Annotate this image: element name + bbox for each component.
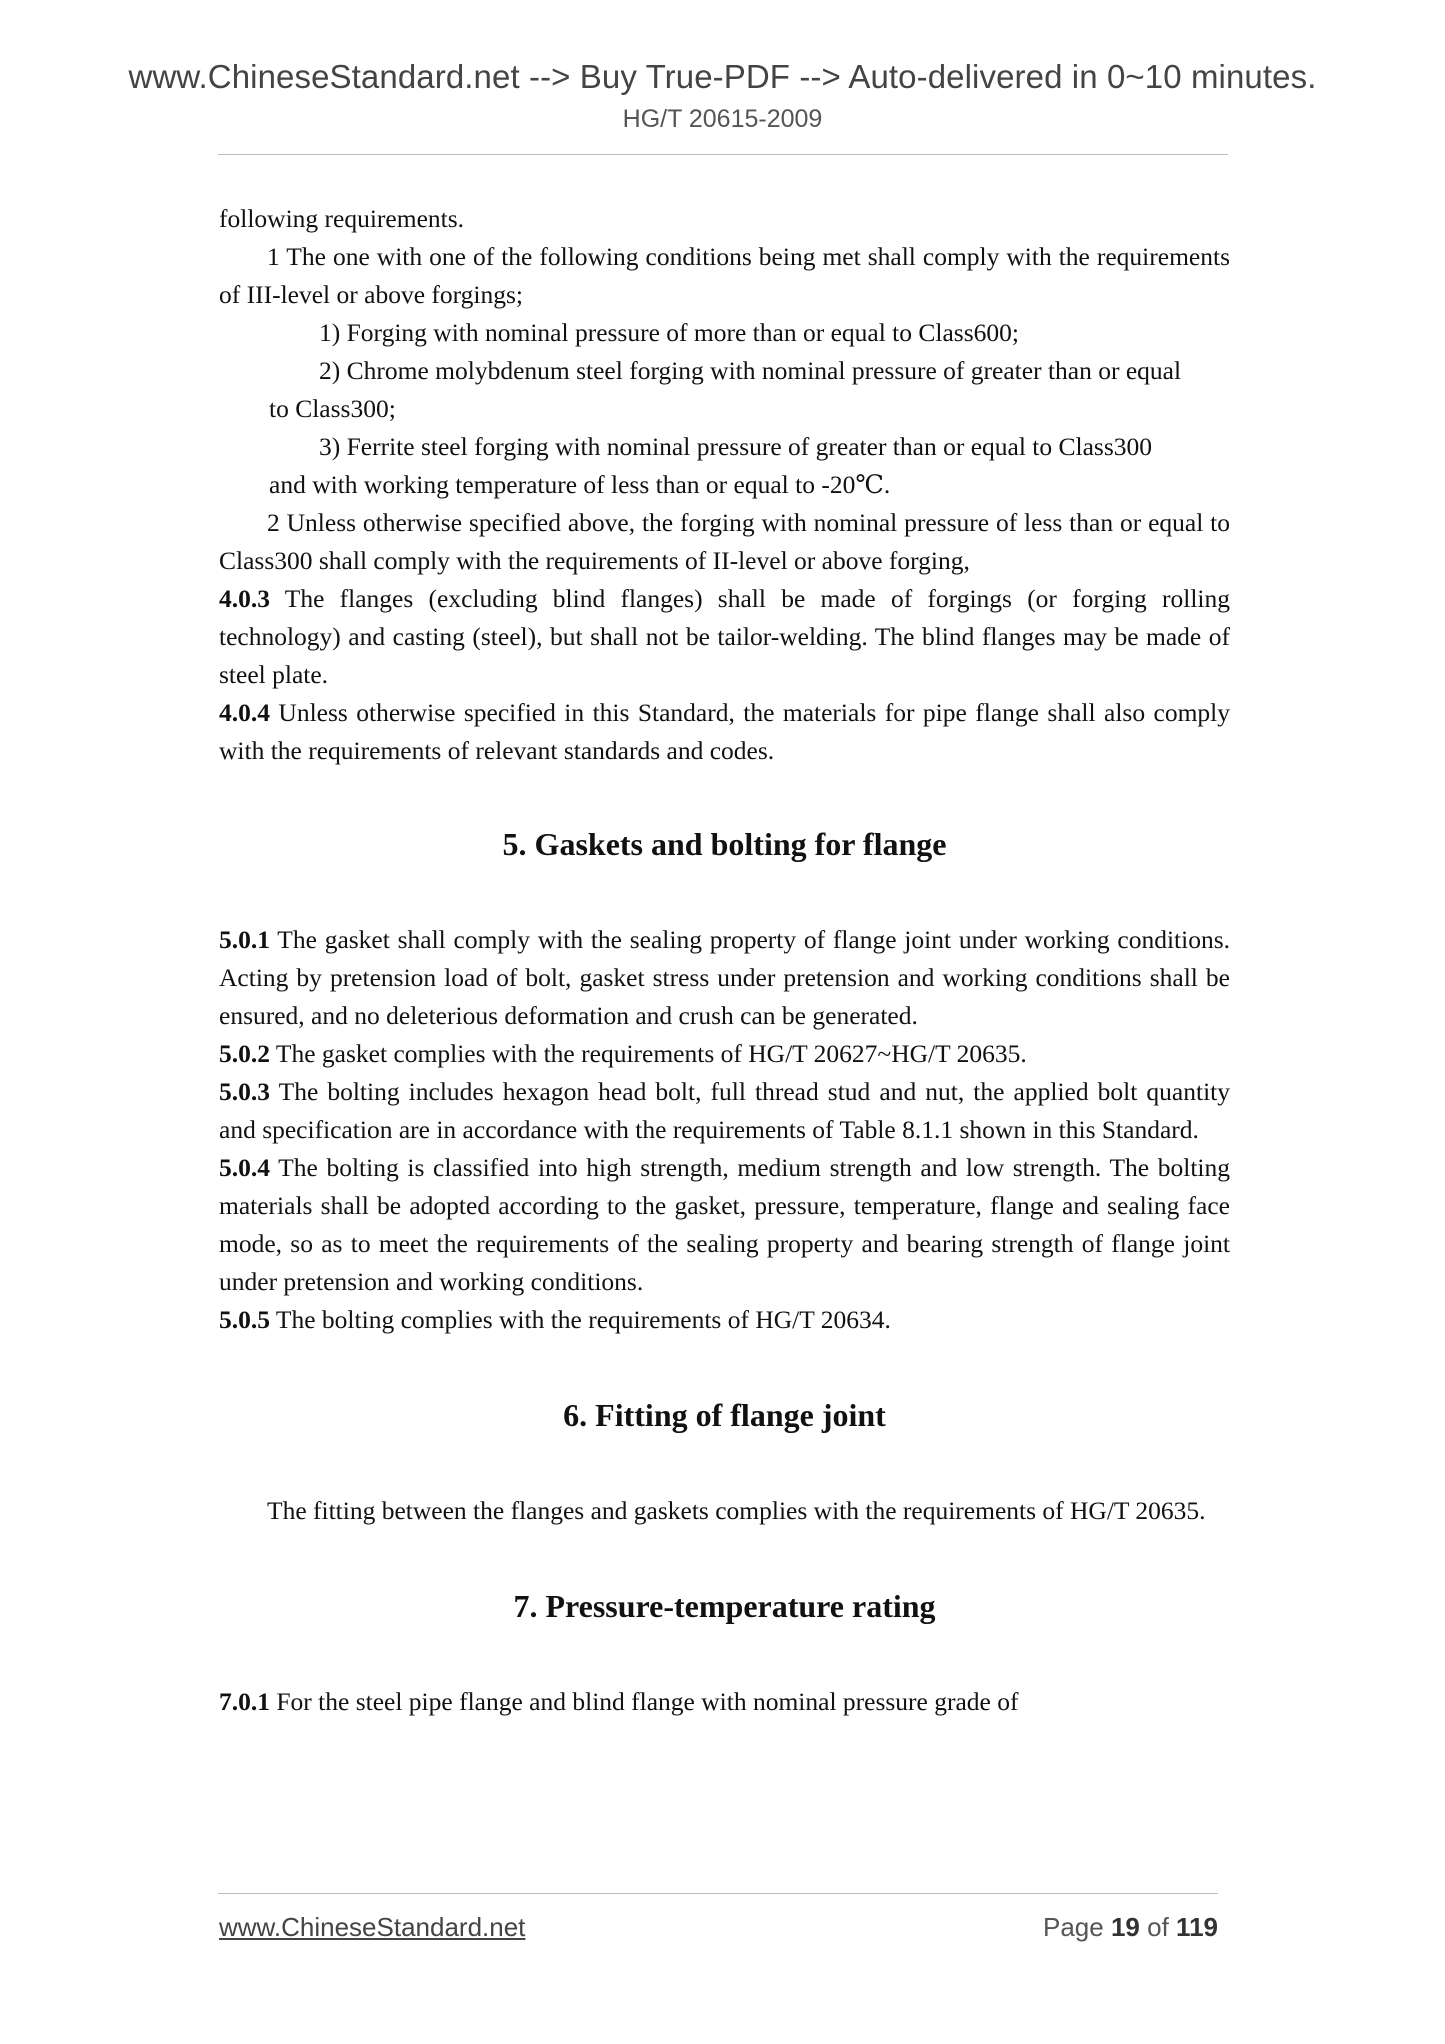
clause-5-0-3 bbox=[219, 1073, 1230, 1149]
clause-text: For the steel pipe flange and blind flange with nominal pressure grade of bbox=[270, 1687, 1019, 1716]
clause-text: The flanges (excluding blind flanges) shall be made of forgings (or forging rolling technology) and casting (steel), but shall not be tailor-welding. The blind flanges may be made of steel plate. bbox=[219, 584, 1230, 689]
clause-text: The gasket shall comply with the sealing property of flange joint under working conditions. Acting by pretension load of bolt, gasket stress under pretension and working conditions shall be ensured, and no deleterious deformation and crush can be generated. bbox=[219, 925, 1230, 1030]
header-banner: www.ChineseStandard.net --> Buy True-PDF --> Auto-delivered in 0~10 minutes. bbox=[128, 58, 1317, 95]
section-6-text: The fitting between the flanges and gaskets complies with the requirements of HG/T 20635. bbox=[267, 1496, 1206, 1525]
item-1-3: 3) Ferrite steel forging with nominal pressure of greater than or equal to Class300 bbox=[319, 432, 1153, 461]
clause-number: 5.0.3 bbox=[219, 1077, 270, 1106]
page-word: Page bbox=[1043, 1912, 1104, 1942]
item-1-1: 1) Forging with nominal pressure of more than or equal to Class600; bbox=[319, 318, 1019, 347]
section-5-heading: 5. Gaskets and bolting for flange bbox=[502, 826, 947, 862]
clause-number: 5.0.5 bbox=[219, 1305, 270, 1334]
header-divider bbox=[218, 154, 1228, 155]
clause-number: 4.0.3 bbox=[219, 584, 270, 613]
clause-text: The bolting complies with the requirements of HG/T 20634. bbox=[270, 1305, 891, 1334]
clause-5-0-2 bbox=[219, 1035, 1230, 1073]
clause-4-0-3 bbox=[219, 580, 1230, 694]
clause-number: 5.0.4 bbox=[219, 1153, 270, 1182]
clause-5-0-5 bbox=[219, 1301, 1230, 1339]
clause-number: 7.0.1 bbox=[219, 1687, 270, 1716]
footer-site-link[interactable]: www.ChineseStandard.net bbox=[219, 1912, 526, 1942]
intro-line: following requirements. bbox=[219, 204, 465, 233]
section-7-heading: 7. Pressure-temperature rating bbox=[513, 1588, 936, 1624]
page-indicator bbox=[1043, 1912, 1218, 1943]
clause-text: The gasket complies with the requirements of HG/T 20627~HG/T 20635. bbox=[270, 1039, 1027, 1068]
footer-divider bbox=[218, 1893, 1218, 1894]
item-1-2: 2) Chrome molybdenum steel forging with nominal pressure of greater than or equal bbox=[319, 356, 1182, 385]
clause-number: 5.0.1 bbox=[219, 925, 270, 954]
page-number: 19 bbox=[1110, 1912, 1140, 1942]
standard-code: HG/T 20615-2009 bbox=[622, 105, 823, 133]
clause-number: 5.0.2 bbox=[219, 1039, 270, 1068]
clause-7-0-1 bbox=[219, 1683, 1230, 1721]
item-1-2-cont: to Class300; bbox=[269, 394, 396, 423]
page-total: 119 bbox=[1176, 1912, 1218, 1942]
item-2: 2 Unless otherwise specified above, the forging with nominal pressure of less than or equal to Class300 shall comply with the requirements of II-level or above forging, bbox=[219, 508, 1230, 575]
clause-text: The bolting is classified into high strength, medium strength and low strength. The bolting materials shall be adopted according to the gasket, pressure, temperature, flange and sealing face mode, so as to meet the requirements of the sealing property and bearing strength of flange joint under pretension and working conditions. bbox=[219, 1153, 1230, 1296]
clause-number: 4.0.4 bbox=[219, 698, 270, 727]
clause-4-0-4 bbox=[219, 694, 1230, 770]
clause-text: Unless otherwise specified in this Standard, the materials for pipe flange shall also comply with the requirements of relevant standards and codes. bbox=[219, 698, 1230, 765]
clause-text: The bolting includes hexagon head bolt, full thread stud and nut, the applied bolt quantity and specification are in accordance with the requirements of Table 8.1.1 shown in this Standard. bbox=[219, 1077, 1230, 1144]
page-body bbox=[219, 200, 1230, 1721]
clause-5-0-1 bbox=[219, 921, 1230, 1035]
section-6-heading: 6. Fitting of flange joint bbox=[563, 1397, 886, 1433]
clause-5-0-4 bbox=[219, 1149, 1230, 1301]
of-word: of bbox=[1147, 1912, 1169, 1942]
item-1-3-cont: and with working temperature of less than or equal to -20℃. bbox=[269, 470, 891, 499]
item-1: 1 The one with one of the following conditions being met shall comply with the requirements of III-level or above forgings; bbox=[219, 242, 1230, 309]
